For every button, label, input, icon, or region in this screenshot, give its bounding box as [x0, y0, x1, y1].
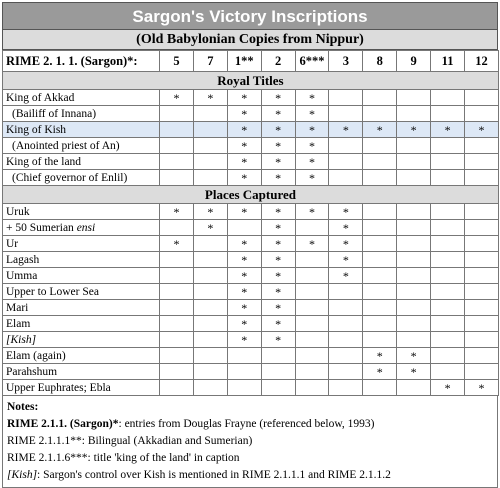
mark-cell — [160, 138, 194, 154]
mark-cell: * — [261, 122, 295, 138]
mark-cell — [193, 138, 227, 154]
mark-cell — [465, 170, 499, 186]
table-row — [3, 122, 499, 138]
row-label: Parahshum — [3, 364, 160, 380]
mark-cell — [261, 380, 295, 396]
mark-cell: * — [227, 252, 261, 268]
mark-cell: * — [261, 316, 295, 332]
mark-cell: * — [295, 170, 329, 186]
mark-cell — [160, 364, 194, 380]
mark-cell — [465, 316, 499, 332]
mark-cell — [329, 138, 363, 154]
mark-cell: * — [431, 380, 465, 396]
mark-cell — [193, 316, 227, 332]
row-label: Umma — [3, 268, 160, 284]
mark-cell — [329, 154, 363, 170]
table-row — [3, 332, 499, 348]
section-title: Royal Titles — [3, 72, 499, 90]
mark-cell — [227, 220, 261, 236]
mark-cell — [397, 220, 431, 236]
mark-cell — [363, 204, 397, 220]
mark-cell — [431, 154, 465, 170]
inscriptions-document — [2, 2, 498, 481]
mark-cell — [295, 316, 329, 332]
mark-cell — [193, 236, 227, 252]
mark-cell — [397, 380, 431, 396]
mark-cell — [295, 300, 329, 316]
mark-cell — [465, 236, 499, 252]
mark-cell — [329, 380, 363, 396]
mark-cell — [227, 364, 261, 380]
mark-cell: * — [193, 90, 227, 106]
mark-cell — [363, 236, 397, 252]
mark-cell — [465, 300, 499, 316]
mark-cell — [363, 90, 397, 106]
col-header: 5 — [160, 51, 194, 72]
col-header: 9 — [397, 51, 431, 72]
row-label: Elam — [3, 316, 160, 332]
mark-cell — [431, 284, 465, 300]
mark-cell — [295, 332, 329, 348]
note-line: RIME 2.1.1. (Sargon)*: entries from Douglas Frayne (referenced below, 1993) — [7, 418, 375, 430]
row-label: Upper Euphrates; Ebla — [3, 380, 160, 396]
mark-cell — [431, 316, 465, 332]
mark-cell: * — [227, 204, 261, 220]
mark-cell — [397, 170, 431, 186]
table-row — [3, 204, 499, 220]
mark-cell: * — [329, 236, 363, 252]
mark-cell — [465, 106, 499, 122]
mark-cell — [397, 268, 431, 284]
mark-cell — [193, 300, 227, 316]
mark-cell — [431, 236, 465, 252]
row-label: Mari — [3, 300, 160, 316]
mark-cell — [431, 300, 465, 316]
mark-cell: * — [465, 122, 499, 138]
mark-cell — [363, 316, 397, 332]
mark-cell — [363, 268, 397, 284]
mark-cell — [193, 332, 227, 348]
mark-cell — [465, 204, 499, 220]
mark-cell: * — [227, 316, 261, 332]
mark-cell — [431, 106, 465, 122]
mark-cell — [465, 364, 499, 380]
mark-cell — [363, 106, 397, 122]
mark-cell: * — [227, 284, 261, 300]
mark-cell — [363, 154, 397, 170]
mark-cell: * — [363, 348, 397, 364]
mark-cell — [431, 204, 465, 220]
table-row — [3, 348, 499, 364]
mark-cell — [160, 268, 194, 284]
table-row — [3, 252, 499, 268]
col-header: 2 — [261, 51, 295, 72]
col-header: 8 — [363, 51, 397, 72]
note-line: RIME 2.1.1.6***: title 'king of the land' in caption — [7, 452, 240, 464]
mark-cell — [295, 348, 329, 364]
table-row — [3, 364, 499, 380]
mark-cell: * — [227, 122, 261, 138]
table-row — [3, 90, 499, 106]
mark-cell — [193, 170, 227, 186]
row-label: King of Akkad — [3, 90, 160, 106]
mark-cell — [227, 348, 261, 364]
col-header: 1** — [227, 51, 261, 72]
mark-cell: * — [160, 204, 194, 220]
mark-cell — [397, 90, 431, 106]
col-header: 3 — [329, 51, 363, 72]
mark-cell — [363, 138, 397, 154]
page-subtitle: (Old Babylonian Copies from Nippur) — [2, 30, 498, 50]
mark-cell — [329, 90, 363, 106]
mark-cell: * — [261, 252, 295, 268]
row-label: (Chief governor of Enlil) — [3, 170, 160, 186]
mark-cell — [397, 252, 431, 268]
mark-cell — [329, 316, 363, 332]
mark-cell — [160, 284, 194, 300]
mark-cell — [431, 252, 465, 268]
row-label: King of Kish — [3, 122, 160, 138]
page-title: Sargon's Victory Inscriptions — [2, 2, 498, 30]
mark-cell — [160, 300, 194, 316]
header-label: RIME 2. 1. 1. (Sargon)*: — [3, 51, 160, 72]
header-row — [3, 51, 499, 72]
table-row — [3, 300, 499, 316]
mark-cell — [160, 154, 194, 170]
row-label: King of the land — [3, 154, 160, 170]
row-label: Upper to Lower Sea — [3, 284, 160, 300]
mark-cell — [431, 220, 465, 236]
mark-cell — [193, 154, 227, 170]
mark-cell — [431, 90, 465, 106]
table-row — [3, 170, 499, 186]
mark-cell — [160, 122, 194, 138]
mark-cell — [160, 348, 194, 364]
mark-cell: * — [295, 236, 329, 252]
section-header-row — [3, 186, 499, 204]
mark-cell — [397, 204, 431, 220]
mark-cell — [329, 170, 363, 186]
mark-cell — [160, 252, 194, 268]
col-header: 7 — [193, 51, 227, 72]
mark-cell — [465, 348, 499, 364]
mark-cell: * — [261, 220, 295, 236]
mark-cell — [193, 252, 227, 268]
mark-cell: * — [329, 122, 363, 138]
table-row — [3, 106, 499, 122]
row-label: Uruk — [3, 204, 160, 220]
mark-cell — [397, 154, 431, 170]
mark-cell — [465, 220, 499, 236]
mark-cell — [261, 364, 295, 380]
table-row — [3, 268, 499, 284]
col-header: 12 — [465, 51, 499, 72]
mark-cell — [465, 154, 499, 170]
mark-cell — [397, 236, 431, 252]
mark-cell — [431, 268, 465, 284]
note-line: RIME 2.1.1.1**: Bilingual (Akkadian and Sumerian) — [7, 435, 253, 447]
mark-cell — [193, 106, 227, 122]
table-row — [3, 220, 499, 236]
mark-cell — [363, 380, 397, 396]
mark-cell: * — [295, 204, 329, 220]
mark-cell — [295, 364, 329, 380]
mark-cell — [397, 138, 431, 154]
mark-cell: * — [227, 268, 261, 284]
mark-cell — [329, 300, 363, 316]
mark-cell — [193, 268, 227, 284]
mark-cell: * — [465, 380, 499, 396]
note-line: [Kish]: Sargon's control over Kish is mentioned in RIME 2.1.1.1 and RIME 2.1.1.2 — [7, 469, 391, 481]
mark-cell: * — [295, 106, 329, 122]
row-label: + 50 Sumerian ensi — [3, 220, 160, 236]
mark-cell: * — [431, 122, 465, 138]
mark-cell — [465, 284, 499, 300]
mark-cell — [160, 316, 194, 332]
mark-cell: * — [261, 106, 295, 122]
mark-cell — [363, 284, 397, 300]
mark-cell — [363, 300, 397, 316]
mark-cell — [465, 138, 499, 154]
mark-cell: * — [227, 300, 261, 316]
mark-cell: * — [261, 332, 295, 348]
mark-cell — [363, 170, 397, 186]
table-body — [3, 72, 499, 396]
mark-cell — [397, 106, 431, 122]
mark-cell: * — [295, 138, 329, 154]
mark-cell — [295, 380, 329, 396]
mark-cell: * — [261, 154, 295, 170]
mark-cell — [363, 332, 397, 348]
mark-cell — [160, 332, 194, 348]
mark-cell: * — [160, 236, 194, 252]
table-row — [3, 236, 499, 252]
col-header: 11 — [431, 51, 465, 72]
mark-cell — [227, 380, 261, 396]
row-label: Lagash — [3, 252, 160, 268]
mark-cell — [160, 170, 194, 186]
mark-cell: * — [193, 204, 227, 220]
mark-cell — [465, 332, 499, 348]
mark-cell — [329, 348, 363, 364]
mark-cell — [160, 380, 194, 396]
mark-cell: * — [227, 236, 261, 252]
mark-cell: * — [329, 268, 363, 284]
mark-cell — [193, 380, 227, 396]
mark-cell — [295, 284, 329, 300]
mark-cell — [160, 220, 194, 236]
mark-cell: * — [397, 122, 431, 138]
row-label: Elam (again) — [3, 348, 160, 364]
row-label: (Anointed priest of An) — [3, 138, 160, 154]
mark-cell: * — [295, 122, 329, 138]
mark-cell: * — [227, 106, 261, 122]
mark-cell — [397, 284, 431, 300]
mark-cell — [295, 268, 329, 284]
mark-cell — [295, 220, 329, 236]
notes-heading: Notes: — [7, 401, 39, 413]
mark-cell: * — [261, 236, 295, 252]
row-label: Ur — [3, 236, 160, 252]
mark-cell: * — [329, 204, 363, 220]
mark-cell: * — [295, 154, 329, 170]
mark-cell: * — [329, 252, 363, 268]
mark-cell — [363, 252, 397, 268]
section-title: Places Captured — [3, 186, 499, 204]
mark-cell — [465, 90, 499, 106]
mark-cell — [431, 348, 465, 364]
mark-cell — [193, 122, 227, 138]
mark-cell: * — [261, 90, 295, 106]
mark-cell — [193, 364, 227, 380]
row-label: (Bailiff of Innana) — [3, 106, 160, 122]
table-row — [3, 138, 499, 154]
mark-cell: * — [397, 348, 431, 364]
col-header: 6*** — [295, 51, 329, 72]
table-row — [3, 154, 499, 170]
mark-cell: * — [227, 90, 261, 106]
mark-cell: * — [397, 364, 431, 380]
notes-section — [2, 396, 498, 488]
mark-cell — [397, 316, 431, 332]
mark-cell — [160, 106, 194, 122]
mark-cell — [329, 106, 363, 122]
mark-cell: * — [227, 170, 261, 186]
mark-cell — [193, 284, 227, 300]
mark-cell — [397, 300, 431, 316]
table-row — [3, 284, 499, 300]
mark-cell: * — [193, 220, 227, 236]
mark-cell: * — [227, 154, 261, 170]
section-header-row — [3, 72, 499, 90]
mark-cell: * — [227, 138, 261, 154]
mark-cell — [431, 170, 465, 186]
mark-cell — [329, 332, 363, 348]
mark-cell — [261, 348, 295, 364]
mark-cell: * — [261, 138, 295, 154]
mark-cell: * — [160, 90, 194, 106]
mark-cell — [431, 138, 465, 154]
mark-cell: * — [329, 220, 363, 236]
table-row — [3, 380, 499, 396]
mark-cell: * — [227, 332, 261, 348]
mark-cell: * — [295, 90, 329, 106]
mark-cell: * — [261, 170, 295, 186]
mark-cell — [431, 332, 465, 348]
mark-cell — [363, 220, 397, 236]
mark-cell: * — [261, 300, 295, 316]
table-row — [3, 316, 499, 332]
mark-cell — [397, 332, 431, 348]
mark-cell — [431, 364, 465, 380]
mark-cell: * — [363, 364, 397, 380]
mark-cell — [329, 364, 363, 380]
mark-cell — [465, 252, 499, 268]
row-label: [Kish] — [3, 332, 160, 348]
mark-cell: * — [363, 122, 397, 138]
mark-cell — [465, 268, 499, 284]
mark-cell — [295, 252, 329, 268]
mark-cell: * — [261, 204, 295, 220]
mark-cell — [193, 348, 227, 364]
mark-cell: * — [261, 268, 295, 284]
mark-cell — [329, 284, 363, 300]
mark-cell: * — [261, 284, 295, 300]
inscriptions-table — [2, 50, 499, 396]
